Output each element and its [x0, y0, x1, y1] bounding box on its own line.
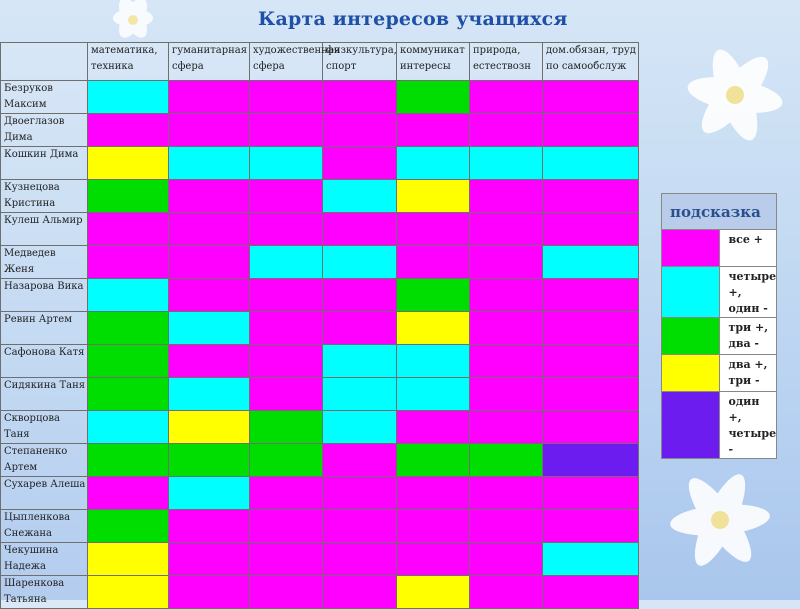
interest-color-cell	[470, 543, 543, 576]
table-row	[1, 114, 639, 147]
interest-color-cell	[88, 444, 169, 477]
legend-item	[662, 267, 777, 318]
interest-color-cell	[397, 345, 470, 378]
interest-color-cell	[543, 147, 639, 180]
interest-color-cell	[88, 477, 169, 510]
interest-color-cell	[250, 147, 323, 180]
legend-table	[661, 193, 777, 459]
interest-color-cell	[88, 246, 169, 279]
interest-color-cell	[470, 81, 543, 114]
interest-color-cell	[250, 576, 323, 609]
interest-color-cell	[169, 411, 250, 444]
interest-color-cell	[88, 411, 169, 444]
table-row	[1, 378, 639, 411]
interest-color-cell	[169, 444, 250, 477]
interest-map-table	[0, 42, 639, 609]
table-row	[1, 81, 639, 114]
legend-item	[662, 230, 777, 267]
table-row	[1, 411, 639, 444]
interest-color-cell	[397, 411, 470, 444]
interest-color-cell	[397, 180, 470, 213]
interest-color-cell	[250, 246, 323, 279]
interest-color-cell	[169, 81, 250, 114]
flower-decoration-top-left	[88, 0, 178, 45]
legend-item	[662, 318, 777, 355]
interest-color-cell	[543, 246, 639, 279]
legend-swatch	[662, 355, 720, 392]
interest-color-cell	[470, 378, 543, 411]
student-name-cell: Ревин Артем	[1, 312, 88, 345]
header-nature: природа, естествозн	[470, 43, 543, 81]
interest-color-cell	[250, 543, 323, 576]
interest-color-cell	[397, 312, 470, 345]
student-name-cell: Двоеглазов Дима	[1, 114, 88, 147]
header-communication: коммуникат интересы	[397, 43, 470, 81]
legend-swatch	[662, 267, 720, 318]
interest-color-cell	[323, 81, 397, 114]
interest-color-cell	[250, 345, 323, 378]
table-row	[1, 543, 639, 576]
interest-color-cell	[470, 213, 543, 246]
interest-color-cell	[88, 279, 169, 312]
student-name-cell: Сидякина Таня	[1, 378, 88, 411]
interest-color-cell	[323, 345, 397, 378]
header-math: математика, техника	[88, 43, 169, 81]
table-row	[1, 477, 639, 510]
student-name-cell: Назарова Вика	[1, 279, 88, 312]
interest-color-cell	[323, 114, 397, 147]
interest-color-cell	[470, 411, 543, 444]
table-row	[1, 246, 639, 279]
interest-color-cell	[169, 114, 250, 147]
interest-color-cell	[250, 510, 323, 543]
interest-color-cell	[543, 411, 639, 444]
student-name-cell: Чекушина Надежа	[1, 543, 88, 576]
legend-swatch	[662, 230, 720, 267]
interest-color-cell	[323, 147, 397, 180]
legend-swatch	[662, 318, 720, 355]
student-name-cell: Безруков Максим	[1, 81, 88, 114]
interest-color-cell	[543, 213, 639, 246]
interest-color-cell	[543, 345, 639, 378]
interest-color-cell	[543, 114, 639, 147]
student-name-cell: Медведев Женя	[1, 246, 88, 279]
interest-color-cell	[323, 180, 397, 213]
interest-color-cell	[323, 246, 397, 279]
interest-color-cell	[323, 543, 397, 576]
interest-color-cell	[470, 147, 543, 180]
interest-color-cell	[250, 444, 323, 477]
interest-color-cell	[169, 279, 250, 312]
interest-color-cell	[543, 576, 639, 609]
student-name-cell: Цыпленкова Снежана	[1, 510, 88, 543]
interest-color-cell	[323, 312, 397, 345]
interest-color-cell	[88, 180, 169, 213]
student-name-cell: Сухарев Алеша	[1, 477, 88, 510]
table-row	[1, 444, 639, 477]
legend-label: три +, два -	[719, 318, 777, 355]
student-name-cell: Степаненко Артем	[1, 444, 88, 477]
interest-color-cell	[543, 444, 639, 477]
interest-color-cell	[470, 312, 543, 345]
interest-color-cell	[397, 378, 470, 411]
interest-color-cell	[88, 510, 169, 543]
interest-color-cell	[88, 576, 169, 609]
interest-color-cell	[88, 81, 169, 114]
table-header-row	[1, 43, 639, 81]
interest-color-cell	[88, 378, 169, 411]
table-row	[1, 147, 639, 180]
table-row	[1, 180, 639, 213]
interest-color-cell	[397, 543, 470, 576]
interest-color-cell	[169, 510, 250, 543]
interest-color-cell	[470, 246, 543, 279]
interest-color-cell	[470, 180, 543, 213]
table-row	[1, 510, 639, 543]
interest-color-cell	[543, 510, 639, 543]
interest-color-cell	[169, 345, 250, 378]
interest-color-cell	[323, 279, 397, 312]
interest-color-cell	[543, 477, 639, 510]
interest-color-cell	[543, 180, 639, 213]
flower-decoration-top-right	[640, 0, 800, 190]
interest-color-cell	[470, 510, 543, 543]
interest-color-cell	[397, 510, 470, 543]
interest-color-cell	[470, 576, 543, 609]
interest-color-cell	[250, 279, 323, 312]
interest-color-cell	[397, 279, 470, 312]
legend-title: подсказка	[662, 194, 777, 230]
interest-color-cell	[323, 510, 397, 543]
table-row	[1, 213, 639, 246]
legend-label: все +	[719, 230, 777, 267]
interest-color-cell	[397, 213, 470, 246]
interest-color-cell	[397, 114, 470, 147]
interest-color-cell	[169, 312, 250, 345]
interest-color-cell	[323, 576, 397, 609]
interest-color-cell	[397, 246, 470, 279]
interest-color-cell	[397, 147, 470, 180]
interest-color-cell	[323, 378, 397, 411]
interest-color-cell	[397, 477, 470, 510]
legend-label: два +, три -	[719, 355, 777, 392]
interest-color-cell	[470, 279, 543, 312]
interest-color-cell	[250, 378, 323, 411]
header-corner	[1, 43, 88, 81]
interest-color-cell	[169, 477, 250, 510]
interest-color-cell	[88, 312, 169, 345]
legend-label: один +, четыре -	[719, 392, 777, 459]
legend-item	[662, 392, 777, 459]
header-humanities: гуманитарная сфера	[169, 43, 250, 81]
interest-color-cell	[543, 543, 639, 576]
page-title: Карта интересов учащихся	[258, 8, 568, 30]
header-arts: художественная сфера	[250, 43, 323, 81]
student-name-cell: Сафонова Катя	[1, 345, 88, 378]
legend-body	[662, 230, 777, 459]
interest-color-cell	[169, 576, 250, 609]
interest-color-cell	[470, 477, 543, 510]
interest-color-cell	[250, 114, 323, 147]
interest-color-cell	[88, 147, 169, 180]
table-row	[1, 345, 639, 378]
student-name-cell: Скворцова Таня	[1, 411, 88, 444]
table-row	[1, 279, 639, 312]
legend-label: четыре +, один -	[719, 267, 777, 318]
interest-color-cell	[169, 147, 250, 180]
interest-color-cell	[470, 444, 543, 477]
interest-color-cell	[323, 213, 397, 246]
interest-color-cell	[250, 312, 323, 345]
header-housework: дом.обязан, труд по самообслуж	[543, 43, 639, 81]
interest-color-cell	[543, 312, 639, 345]
header-sports: физкультура, спорт	[323, 43, 397, 81]
interest-color-cell	[397, 444, 470, 477]
interest-color-cell	[323, 477, 397, 510]
interest-color-cell	[250, 81, 323, 114]
interest-color-cell	[88, 114, 169, 147]
interest-color-cell	[88, 543, 169, 576]
interest-color-cell	[169, 246, 250, 279]
interest-color-cell	[323, 411, 397, 444]
legend-swatch	[662, 392, 720, 459]
interest-color-cell	[169, 213, 250, 246]
interest-color-cell	[169, 378, 250, 411]
interest-color-cell	[250, 180, 323, 213]
interest-color-cell	[250, 477, 323, 510]
student-name-cell: Кузнецова Кристина	[1, 180, 88, 213]
table-row	[1, 576, 639, 609]
student-name-cell: Шаренкова Татьяна	[1, 576, 88, 609]
legend-item	[662, 355, 777, 392]
interest-color-cell	[250, 213, 323, 246]
table-row	[1, 312, 639, 345]
interest-color-cell	[323, 444, 397, 477]
student-name-cell: Кошкин Дима	[1, 147, 88, 180]
student-name-cell: Кулеш Альмир	[1, 213, 88, 246]
interest-color-cell	[169, 543, 250, 576]
interest-color-cell	[470, 345, 543, 378]
interest-color-cell	[470, 114, 543, 147]
interest-color-cell	[543, 378, 639, 411]
interest-color-cell	[397, 81, 470, 114]
interest-color-cell	[397, 576, 470, 609]
interest-color-cell	[88, 345, 169, 378]
table-body	[1, 81, 639, 609]
interest-color-cell	[543, 81, 639, 114]
interest-color-cell	[543, 279, 639, 312]
interest-color-cell	[169, 180, 250, 213]
interest-color-cell	[88, 213, 169, 246]
interest-color-cell	[250, 411, 323, 444]
